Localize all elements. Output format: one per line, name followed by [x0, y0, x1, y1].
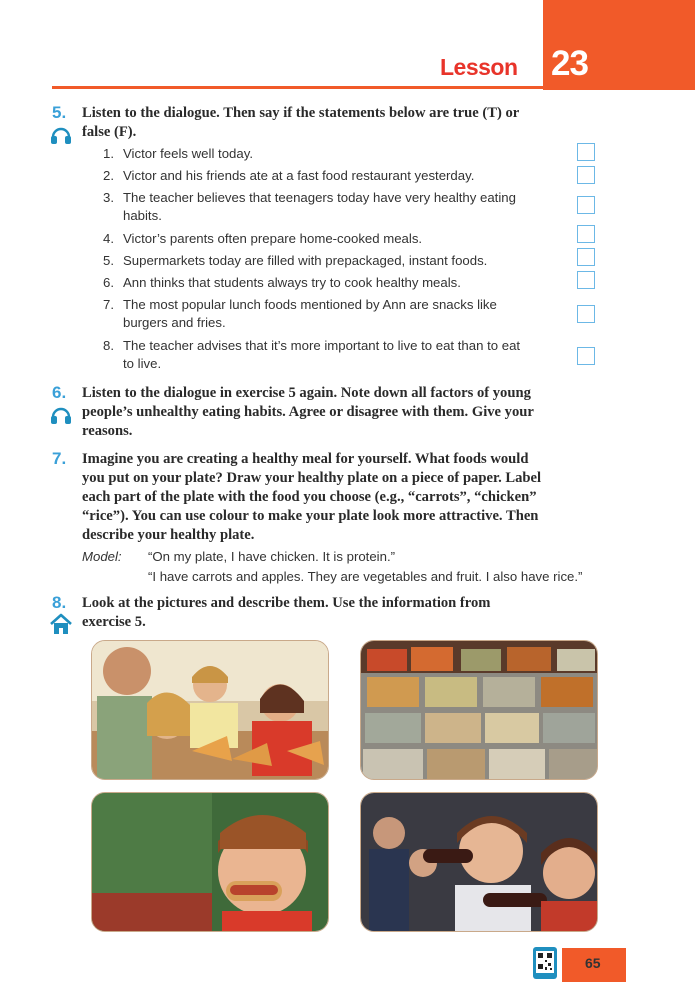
answer-box-4[interactable] — [577, 225, 595, 243]
answer-box-1[interactable] — [577, 143, 595, 161]
photo-friends-eating-pizza — [91, 640, 329, 780]
exercise-5-number: 5. — [52, 103, 67, 122]
item-number: 4. — [103, 231, 114, 246]
food-counter-image — [361, 641, 598, 780]
exercise-5-line: false (F). — [82, 124, 137, 140]
model-label: Model: — [82, 549, 122, 564]
item-number: 6. — [103, 275, 114, 290]
item-text: Supermarkets today are filled with prepackaged, instant foods. — [123, 253, 488, 268]
headphones-icon — [50, 125, 72, 145]
model-line: “I have carrots and apples. They are vegetables and fruit. I also have rice.” — [148, 569, 583, 584]
item-text: The teacher believes that teenagers today have very healthy eating habits. — [123, 190, 516, 223]
exercise-7-line: each part of the plate with the food you choose (e.g., “carrots”, “chicken” — [82, 489, 537, 505]
photo-boy-eating-hot-dog — [91, 792, 329, 932]
answer-box-6[interactable] — [577, 271, 595, 289]
pizza-friends-image — [92, 641, 329, 780]
item-text: Ann thinks that students always try to cook healthy meals. — [123, 275, 461, 290]
exercise-6-instruction — [82, 384, 627, 441]
exercise-5-instruction — [82, 104, 627, 142]
exercise-7-instruction — [82, 450, 627, 545]
item-number: 7. — [103, 297, 114, 312]
item-text: Victor and his friends ate at a fast food restaurant yesterday. — [123, 168, 475, 183]
exercise-5-line: Listen to the dialogue. Then say if the statements below are true (T) or — [82, 105, 520, 121]
exercise-7-line: you put on your plate? Draw your healthy plate on a piece of paper. Label — [82, 470, 542, 486]
answer-box-8[interactable] — [577, 347, 595, 365]
item-number: 5. — [103, 253, 114, 268]
lesson-number: 23 — [551, 44, 588, 83]
exercise-8-line: exercise 5. — [82, 614, 146, 630]
header-rule — [52, 86, 544, 89]
photo-girls-drinking-soda — [360, 792, 598, 932]
answer-box-5[interactable] — [577, 248, 595, 266]
item-text: Victor feels well today. — [123, 146, 253, 161]
item-number: 2. — [103, 168, 114, 183]
qr-code-icon — [532, 946, 558, 980]
lesson-header — [0, 0, 695, 90]
exercise-8-line: Look at the pictures and describe them. Use the information from — [82, 595, 491, 611]
model-line: “On my plate, I have chicken. It is protein.” — [148, 549, 396, 564]
exercise-7-line: “rice”). You can use colour to make your plate look more attractive. Then — [82, 508, 539, 524]
photo-prepackaged-food-counter — [360, 640, 598, 780]
hot-dog-boy-image — [92, 793, 329, 932]
exercise-7-line: describe your healthy plate. — [82, 527, 255, 543]
answer-box-7[interactable] — [577, 305, 595, 323]
item-text: The teacher advises that it’s more important to live to eat than to eat to live. — [123, 338, 521, 371]
item-text: The most popular lunch foods mentioned by Ann are snacks like burgers and fries. — [123, 297, 497, 330]
house-icon — [49, 613, 73, 635]
exercise-6-number: 6. — [52, 383, 67, 402]
headphones-icon — [50, 405, 72, 425]
answer-box-3[interactable] — [577, 196, 595, 214]
item-text: Victor’s parents often prepare home-cooked meals. — [123, 231, 423, 246]
item-number: 1. — [103, 146, 114, 161]
exercise-8-instruction — [82, 594, 627, 632]
exercise-6-line: Listen to the dialogue in exercise 5 again. Note down all factors of young — [82, 385, 531, 401]
soda-girls-image — [361, 793, 598, 932]
exercise-8-number: 8. — [52, 593, 67, 612]
answer-box-2[interactable] — [577, 166, 595, 184]
exercise-6-line: people’s unhealthy eating habits. Agree or disagree with them. Give your — [82, 404, 534, 420]
item-number: 3. — [103, 190, 114, 205]
exercise-7-number: 7. — [52, 449, 67, 468]
item-number: 8. — [103, 338, 114, 353]
exercise-6-line: reasons. — [82, 423, 133, 439]
page-number: 65 — [585, 955, 601, 971]
lesson-title: Lesson — [440, 54, 518, 80]
exercise-7-line: Imagine you are creating a healthy meal for yourself. What foods would — [82, 451, 529, 467]
